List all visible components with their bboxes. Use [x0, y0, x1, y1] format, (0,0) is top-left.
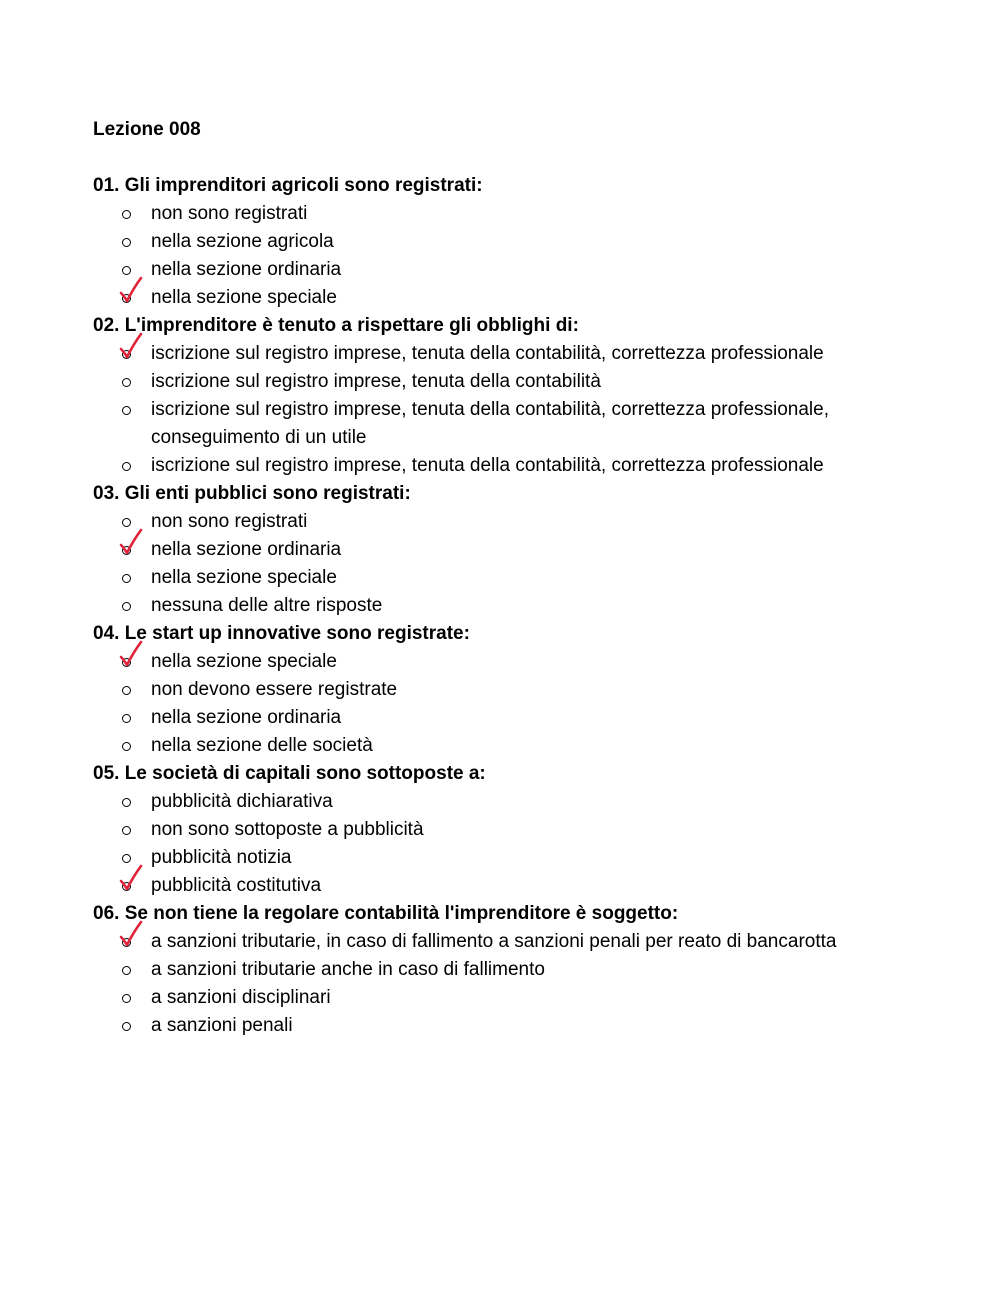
red-checkmark-icon: [119, 331, 147, 361]
answer-option: [93, 788, 953, 816]
answer-option-correct: [93, 340, 953, 368]
hollow-circle-bullet-icon: [122, 266, 131, 275]
hollow-circle-bullet-icon: [122, 518, 131, 527]
answer-option: [93, 844, 953, 872]
answer-options: [93, 340, 953, 480]
answer-options: [93, 648, 953, 760]
answer-option: [93, 228, 953, 256]
hollow-circle-bullet-icon: [122, 462, 131, 471]
question-block: [93, 480, 953, 620]
answer-options: [93, 200, 953, 312]
answer-option-text: nella sezione delle società: [151, 735, 373, 756]
hollow-circle-bullet-icon: [122, 798, 131, 807]
question-title: 05. Le società di capitali sono sottoposte a:: [93, 763, 486, 784]
hollow-circle-bullet-icon: [122, 238, 131, 247]
answer-option-correct: [93, 872, 953, 900]
answer-option-correct: [93, 928, 953, 956]
answer-option-text: pubblicità notizia: [151, 847, 292, 868]
answer-option: [93, 676, 953, 704]
hollow-circle-bullet-icon: [122, 742, 131, 751]
answer-option-text: non devono essere registrate: [151, 679, 398, 700]
answer-option-text: non sono registrati: [151, 511, 308, 532]
answer-option: [93, 956, 953, 984]
answer-option-correct: [93, 536, 953, 564]
question-title: 06. Se non tiene la regolare contabilità l'imprenditore è soggetto:: [93, 903, 679, 924]
question-title: 04. Le start up innovative sono registrate:: [93, 623, 470, 644]
answer-option: [93, 984, 953, 1012]
red-checkmark-icon: [119, 275, 147, 305]
hollow-circle-bullet-icon: [122, 714, 131, 723]
answer-option-text: iscrizione sul registro imprese, tenuta della contabilità, correttezza professionale, conseguimento di un utile: [151, 399, 829, 448]
question-title: 03. Gli enti pubblici sono registrati:: [93, 483, 411, 504]
hollow-circle-bullet-icon: [122, 210, 131, 219]
question-block: [93, 900, 953, 1040]
question-block: [93, 312, 953, 480]
answer-option: [93, 452, 953, 480]
answer-option-text: nella sezione speciale: [151, 287, 337, 308]
answer-option-text: pubblicità costitutiva: [151, 875, 322, 896]
answer-option: [93, 1012, 953, 1040]
answer-option: [93, 200, 953, 228]
hollow-circle-bullet-icon: [122, 406, 131, 415]
answer-options: [93, 788, 953, 900]
hollow-circle-bullet-icon: [122, 994, 131, 1003]
answer-option-text: nella sezione ordinaria: [151, 259, 342, 280]
answer-option-text: nella sezione ordinaria: [151, 707, 342, 728]
red-checkmark-icon: [119, 863, 147, 893]
answer-option-correct: [93, 648, 953, 676]
question-block: [93, 620, 953, 760]
answer-option-text: iscrizione sul registro imprese, tenuta della contabilità: [151, 371, 601, 392]
red-checkmark-icon: [119, 919, 147, 949]
hollow-circle-bullet-icon: [122, 378, 131, 387]
hollow-circle-bullet-icon: [122, 966, 131, 975]
answer-option: [93, 564, 953, 592]
answer-option: [93, 592, 953, 620]
answer-option-text: nella sezione speciale: [151, 567, 337, 588]
question-title: 01. Gli imprenditori agricoli sono registrati:: [93, 175, 483, 196]
answer-option-text: a sanzioni penali: [151, 1015, 293, 1036]
answer-option-correct: [93, 284, 953, 312]
question-block: [93, 760, 953, 900]
lesson-title: Lezione 008: [93, 119, 201, 140]
answer-option-text: non sono sottoposte a pubblicità: [151, 819, 424, 840]
answer-option-text: pubblicità dichiarativa: [151, 791, 333, 812]
hollow-circle-bullet-icon: [122, 574, 131, 583]
answer-option: [93, 396, 953, 452]
quiz-list: [93, 172, 953, 1040]
answer-option: [93, 508, 953, 536]
answer-option-text: a sanzioni tributarie, in caso di fallimento a sanzioni penali per reato di bancarotta: [151, 931, 837, 952]
question-block: [93, 172, 953, 312]
answer-options: [93, 928, 953, 1040]
red-checkmark-icon: [119, 527, 147, 557]
answer-option-text: a sanzioni tributarie anche in caso di fallimento: [151, 959, 545, 980]
answer-option: [93, 704, 953, 732]
answer-options: [93, 508, 953, 620]
answer-option: [93, 732, 953, 760]
answer-option-text: nessuna delle altre risposte: [151, 595, 383, 616]
answer-option-text: nella sezione speciale: [151, 651, 337, 672]
answer-option-text: a sanzioni disciplinari: [151, 987, 331, 1008]
red-checkmark-icon: [119, 639, 147, 669]
answer-option: [93, 368, 953, 396]
hollow-circle-bullet-icon: [122, 602, 131, 611]
answer-option-text: iscrizione sul registro imprese, tenuta della contabilità, correttezza professionale: [151, 455, 824, 476]
answer-option: [93, 256, 953, 284]
answer-option-text: iscrizione sul registro imprese, tenuta della contabilità, correttezza professionale: [151, 343, 824, 364]
answer-option: [93, 816, 953, 844]
hollow-circle-bullet-icon: [122, 686, 131, 695]
hollow-circle-bullet-icon: [122, 826, 131, 835]
answer-option-text: non sono registrati: [151, 203, 308, 224]
hollow-circle-bullet-icon: [122, 1022, 131, 1031]
hollow-circle-bullet-icon: [122, 854, 131, 863]
answer-option-text: nella sezione ordinaria: [151, 539, 342, 560]
question-title: 02. L'imprenditore è tenuto a rispettare gli obblighi di:: [93, 315, 579, 336]
answer-option-text: nella sezione agricola: [151, 231, 334, 252]
